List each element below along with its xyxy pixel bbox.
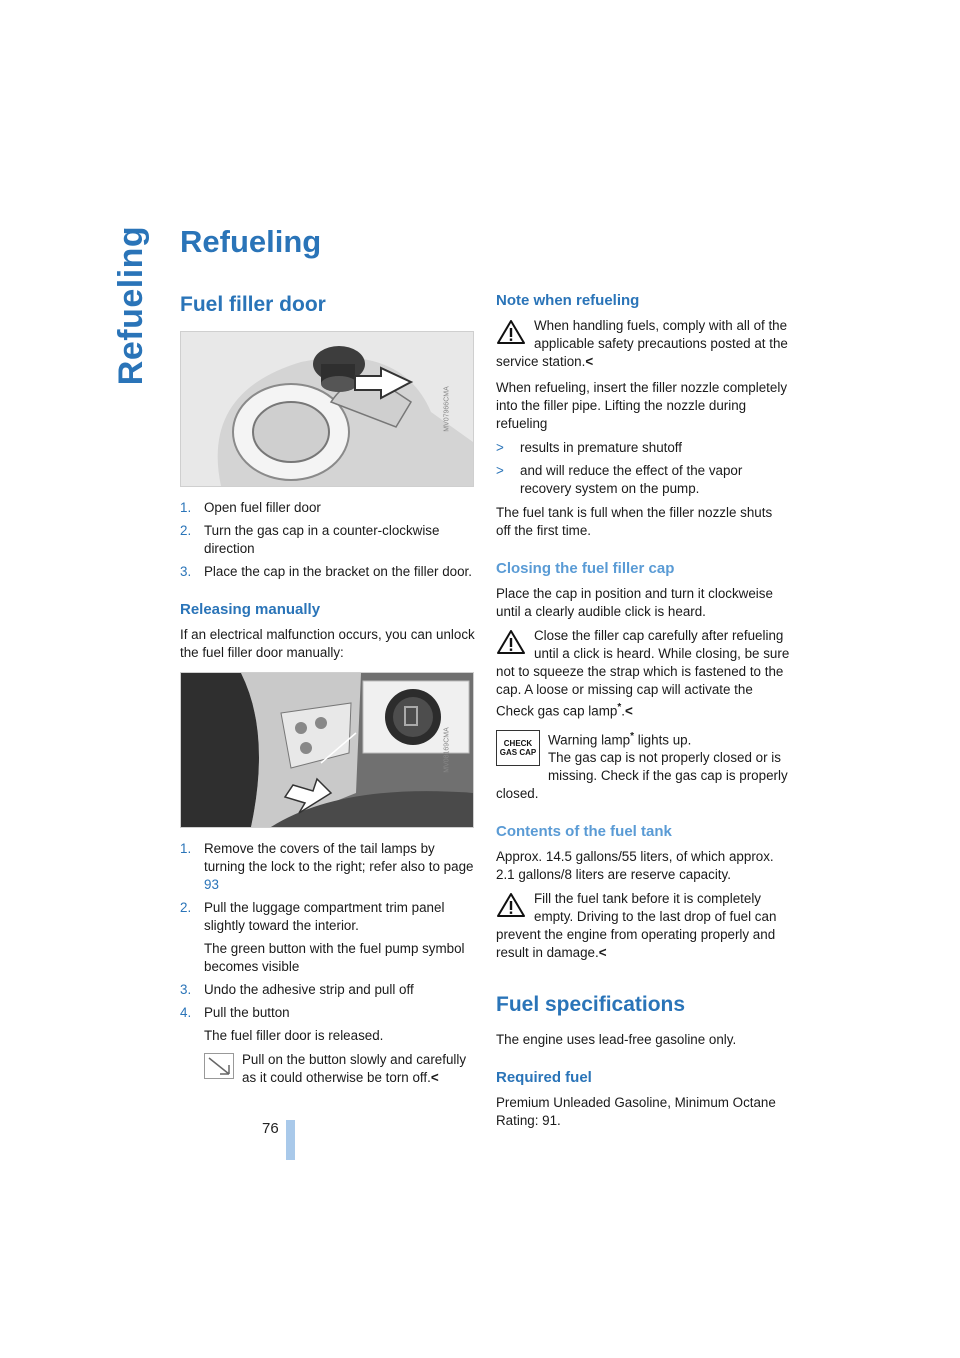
paragraph: The engine uses lead-free gasoline only. [496,1032,737,1048]
paragraph: Place the cap in position and turn it clockweise until a clearly audible click is heard. [496,585,773,619]
side-chapter-tab: Refueling [112,225,151,385]
warning-triangle-icon [496,319,526,345]
warning-note: Close the filler cap carefully after refueling until a click is heard. While closing, be sure not to squeeze the strap which is fastened to the cap. A loose or missing cap will activate the Check gas cap lamp*.< [496,627,790,718]
paragraph: When refueling, insert the filler nozzle completely into the filler pipe. Lifting the nozzle during refueling [496,379,788,431]
trunk-illustration [181,673,473,827]
fuel-cap-photo [180,331,474,487]
section-heading-fuel-filler-door: Fuel filler door [180,293,326,316]
list-item: 3. Place the cap in the bracket on the filler door. [180,564,472,580]
list-item: 2. Pull the luggage compartment trim panel slightly toward the interior. The green button with the fuel pump symbol becomes visible [180,899,465,974]
warning-note: When handling fuels, comply with all of the applicable safety precautions posted at the service station.< [496,317,788,369]
page-number: 76 [262,1120,279,1137]
subheading-required-fuel: Required fuel [496,1069,592,1087]
subheading-note-when-refueling: Note when refueling [496,292,640,309]
image-code: MV07966CMA [443,386,451,432]
left-column [180,292,476,1095]
subheading-closing-cap: Closing the fuel filler cap [496,559,675,577]
list-item: 3. Undo the adhesive strip and pull off [180,981,414,997]
list-item: 4. Pull the button The fuel filler door is released. [180,1004,384,1043]
list-item: > and will reduce the effect of the vapor recovery system on the pump. [496,462,743,496]
paragraph: Approx. 14.5 gallons/55 liters, of which approx. 2.1 gallons/8 liters are reserve capacity. [496,849,774,883]
subheading-tank-contents: Contents of the fuel tank [496,823,672,841]
paragraph: The fuel tank is full when the filler nozzle shuts off the first time. [496,504,773,538]
bullet-list [496,439,790,498]
paragraph: Premium Unleaded Gasoline, Minimum Octane Rating: 91. [496,1095,776,1129]
warning-note: Fill the fuel tank before it is completely empty. Driving to the last drop of fuel can prevent the engine from operating properly and result in damage.< [496,891,777,961]
list-item: 1. Remove the covers of the tail lamps by turning the lock to the right; refer also to page 93 [180,840,474,892]
warning-triangle-icon [496,892,526,918]
page-marker-bar [286,1120,295,1160]
steps-open-cap [180,499,476,581]
check-gas-cap-lamp-icon: CHECK GAS CAP [496,730,540,766]
list-item: 1. Open fuel filler door [180,500,321,516]
section-heading-fuel-specifications: Fuel specifications [496,993,686,1017]
page-reference-link[interactable]: 93 [204,876,219,892]
hint-note: Pull on the button slowly and carefully as it could otherwise be torn off.< [204,1051,476,1087]
paragraph: If an electrical malfunction occurs, you can unlock the fuel filler door manually: [180,626,475,660]
warning-lamp-note: CHECK GAS CAP Warning lamp* lights up. The gas cap is not properly closed or is missing. Check if the gas cap is properly closed. [496,730,788,802]
hint-arrow-icon [204,1053,234,1079]
warning-triangle-icon [496,629,526,655]
page-title: Refueling [180,224,322,259]
right-column [496,292,790,1136]
subheading-releasing-manually: Releasing manually [180,601,321,619]
image-code: MV08169CMA [443,727,451,773]
trunk-release-photo [180,672,474,828]
steps-release [180,840,476,1045]
fuel-cap-illustration [181,332,473,486]
list-item: > results in premature shutoff [496,439,683,455]
list-item: 2. Turn the gas cap in a counter-clockwise direction [180,523,440,557]
